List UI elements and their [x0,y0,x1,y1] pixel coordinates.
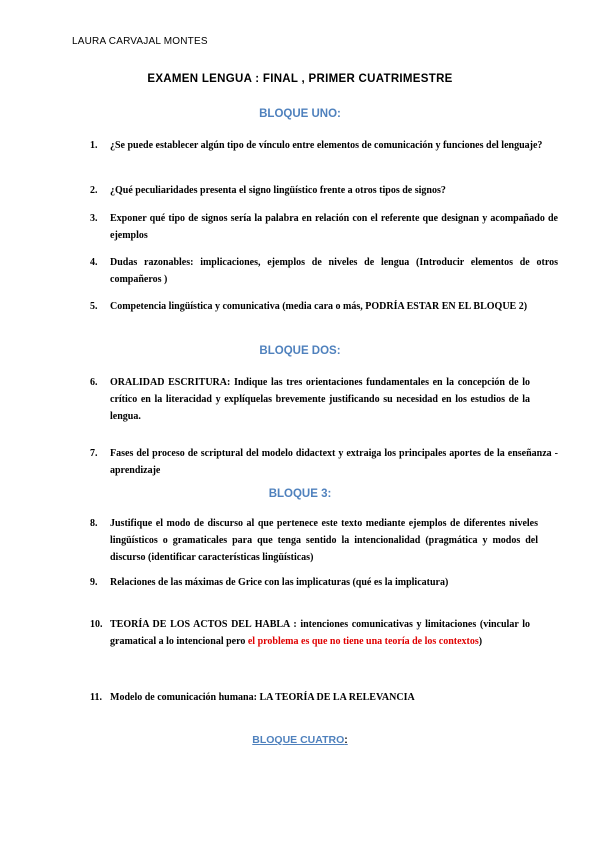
section-heading-colon: : [344,734,348,746]
question-10 [90,616,530,650]
question-text: ¿Se puede establecer algún tipo de vínculo entre elementos de comunicación y funciones del lenguaje? [110,140,543,151]
question-text: Dudas razonables: implicaciones, ejemplos de niveles de lengua (Introducir elementos de otros compañeros ) [110,257,558,285]
question-11 [90,689,558,706]
question-text-start: TEORÍA DE LOS ACTOS DEL HABLA : intenciones comunicativas y limitaciones (vincular lo gramatical a lo intencional pero [110,619,530,647]
question-8 [90,515,538,566]
author-name: LAURA CARVAJAL MONTES [72,36,208,47]
question-text: Exponer qué tipo de signos sería la palabra en relación con el referente que designan y acompañado de ejemplos [110,213,558,241]
question-text-end: ) [478,636,483,647]
question-9 [90,574,558,591]
question-text: Relaciones de las máximas de Grice con las implicaturas (qué es la implicatura) [110,577,449,588]
question-text: Justifique el modo de discurso al que pertenece este texto mediante ejemplos de diferentes niveles lingüísticos o gramaticales para que tenga sentido la intencionalidad (pragmática y modos del discurso (identificar características lingüísticas) [110,518,538,563]
question-2 [90,182,558,199]
question-number: 2. [90,185,98,196]
question-1 [90,137,558,154]
question-number: 10. [90,619,103,630]
question-5 [90,298,558,315]
highlighted-text: el problema es que no tiene una teoría de los contextos [247,636,479,647]
question-3 [90,210,558,244]
document-title: EXAMEN LENGUA : FINAL , PRIMER CUATRIMESTRE [147,73,453,85]
question-number: 5. [90,301,98,312]
question-number: 8. [90,518,98,529]
question-text: ORALIDAD ESCRITURA: Indique las tres orientaciones fundamentales en la concepción de lo crítico en la literacidad y explíquelas brevemente justificando su necesidad en los estudios de la lengua. [110,377,530,422]
section-heading-text: BLOQUE CUATRO [252,734,345,746]
question-6 [90,374,530,425]
section-heading-bloque-cuatro [0,734,600,746]
question-number: 7. [90,448,98,459]
question-text [110,616,530,650]
question-text: Fases del proceso de scriptural del modelo didactext y extraiga los principales aportes de la enseñanza - aprendizaje [110,448,558,476]
question-text: ¿Qué peculiaridades presenta el signo lingüístico frente a otros tipos de signos? [110,185,446,196]
question-text: Competencia lingüística y comunicativa (media cara o más, PODRÍA ESTAR EN EL BLOQUE 2) [110,301,528,312]
question-number: 3. [90,213,98,224]
question-number: 1. [90,140,98,151]
question-7 [90,445,558,479]
question-number: 9. [90,577,98,588]
section-heading-bloque-uno: BLOQUE UNO: [259,108,341,120]
question-number: 11. [90,692,102,703]
section-heading-bloque-3: BLOQUE 3: [268,488,332,500]
section-heading-bloque-dos: BLOQUE DOS: [259,345,341,357]
question-4 [90,254,558,288]
question-number: 6. [90,377,98,388]
question-text: Modelo de comunicación humana: LA TEORÍA DE LA RELEVANCIA [110,692,415,703]
question-number: 4. [90,257,98,268]
